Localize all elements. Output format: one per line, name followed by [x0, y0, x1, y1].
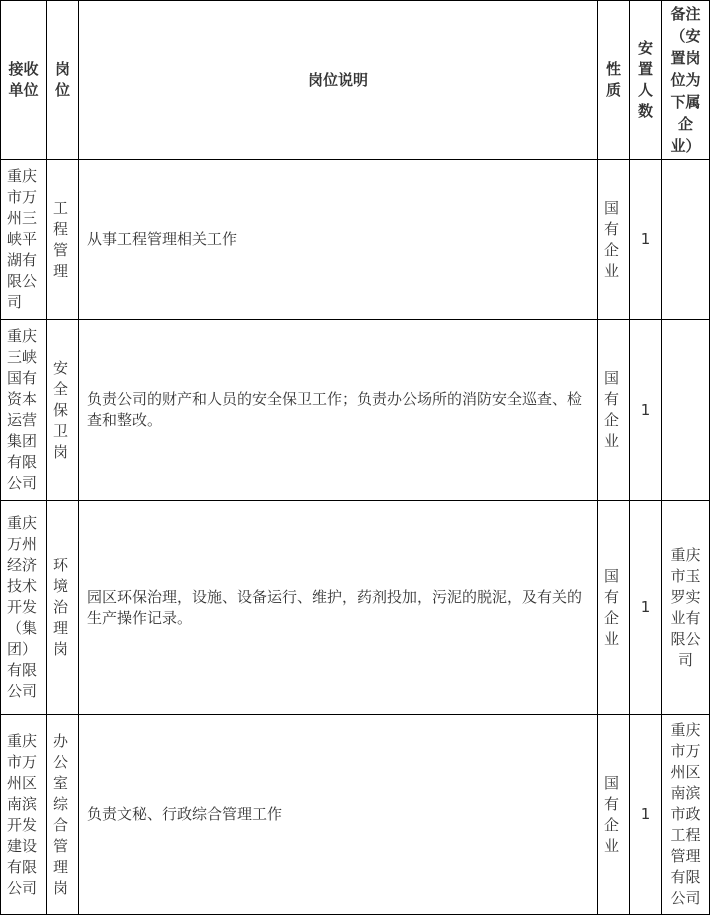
table-row [1, 715, 710, 915]
cell-remark [662, 160, 710, 320]
cell-nature: 国有企业 [598, 715, 630, 915]
cell-remark [662, 320, 710, 501]
header-remark: 备注（安置岗位为下属企业） [662, 1, 710, 160]
header-description: 岗位说明 [79, 1, 598, 160]
cell-remark: 重庆市玉罗实业有限公司 [662, 501, 710, 715]
cell-description: 园区环保治理，设施、设备运行、维护，药剂投加，污泥的脱泥，及有关的生产操作记录。 [79, 501, 598, 715]
cell-nature: 国有企业 [598, 501, 630, 715]
cell-unit: 重庆市万州三峡平湖有限公司 [1, 160, 47, 320]
cell-unit: 重庆三峡国有资本运营集团有限公司 [1, 320, 47, 501]
table-row [1, 501, 710, 715]
cell-remark: 重庆市万州区南滨市政工程管理有限公司 [662, 715, 710, 915]
cell-post: 工程管理 [47, 160, 79, 320]
cell-nature: 国有企业 [598, 320, 630, 501]
header-count: 安置 人数 [630, 1, 662, 160]
cell-description: 负责文秘、行政综合管理工作 [79, 715, 598, 915]
header-post: 岗位 [47, 1, 79, 160]
header-row [1, 1, 710, 160]
cell-post: 办公室综合管理岗 [47, 715, 79, 915]
table-row [1, 320, 710, 501]
cell-post: 环境治理岗 [47, 501, 79, 715]
cell-count: 1 [630, 501, 662, 715]
cell-unit: 重庆市万州区南滨开发建设有限公司 [1, 715, 47, 915]
cell-nature: 国有 企业 [598, 160, 630, 320]
header-unit: 接收单位 [1, 1, 47, 160]
cell-description: 负责公司的财产和人员的安全保卫工作；负责办公场所的消防安全巡查、检查和整改。 [79, 320, 598, 501]
header-nature: 性质 [598, 1, 630, 160]
cell-count: 1 [630, 320, 662, 501]
cell-count: 1 [630, 160, 662, 320]
cell-count: 1 [630, 715, 662, 915]
cell-unit: 重庆万州经济技术开发（集团） 有限公司 [1, 501, 47, 715]
cell-description: 从事工程管理相关工作 [79, 160, 598, 320]
table-row [1, 160, 710, 320]
cell-post: 安全保卫岗 [47, 320, 79, 501]
